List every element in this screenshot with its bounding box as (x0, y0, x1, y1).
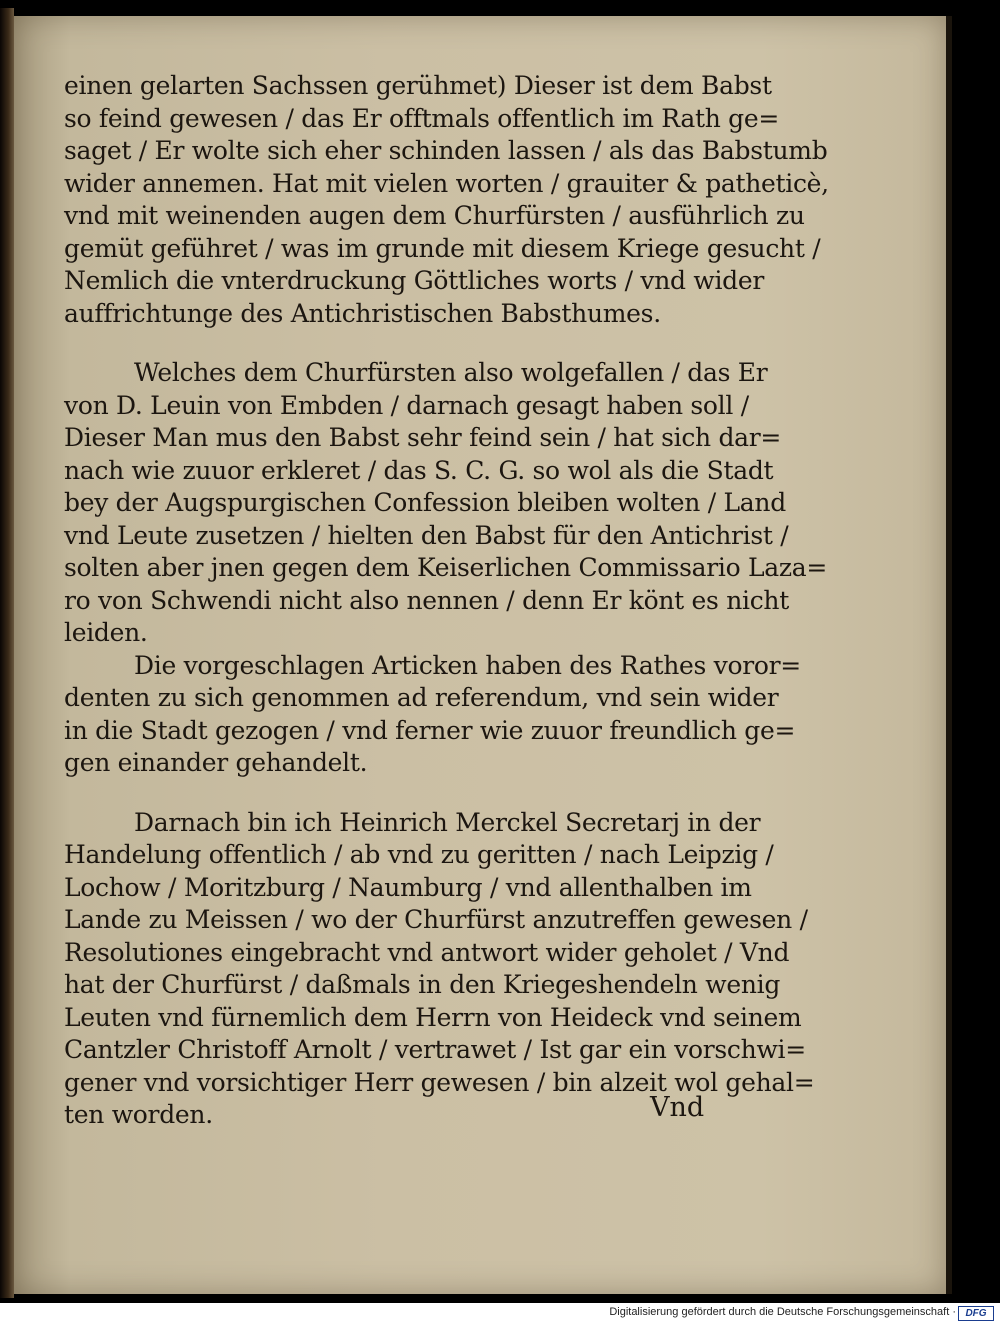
text-line: Nemlich die vnterdruckung Göttliches worts / vnd wider (64, 266, 765, 295)
text-line: saget / Er wolte sich eher schinden lassen / als das Babstumb (64, 136, 828, 165)
footer-bar (0, 1303, 1000, 1323)
text-line: in die Stadt gezogen / vnd ferner wie zuuor freundlich ge= (64, 715, 796, 745)
text-line: Lande zu Meissen / wo der Churfürst anzutreffen gewesen / (64, 905, 808, 934)
text-line: nach wie zuuor erkleret / das S. C. G. so wol als die Stadt (64, 455, 774, 485)
text-line: auffrichtunge des Antichristischen Babsthumes. (64, 298, 661, 328)
paragraph (64, 70, 829, 330)
text-line: gemüt geführet / was im grunde mit diesem Kriege gesucht / (64, 233, 821, 263)
text-line: vnd Leute zusetzen / hielten den Babst für den Antichrist / (64, 520, 789, 550)
page-body-text (64, 70, 829, 1132)
paragraph (64, 807, 815, 1132)
text-line: einen gelarten Sachssen gerühmet) Dieser ist dem Babst (64, 71, 772, 100)
text-line: hat der Churfürst / daßmals in den Kriegeshendeln wenig (64, 970, 781, 999)
text-line: bey der Augspurgischen Confession bleiben wolten / Land (64, 488, 786, 517)
text-line: von D. Leuin von Embden / darnach gesagt haben soll / (64, 390, 749, 420)
text-line: Lochow / Moritzburg / Naumburg / vnd allenthalben im (64, 872, 752, 902)
text-line: Darnach bin ich Heinrich Merckel Secretarj in der (134, 807, 761, 837)
text-line: Resolutiones eingebracht vnd antwort wider geholet / Vnd (64, 937, 790, 967)
text-line: ten worden. (64, 1100, 213, 1129)
page-binding-edge (0, 8, 14, 1298)
text-line: gener vnd vorsichtiger Herr gewesen / bin alzeit wol gehal= (64, 1067, 815, 1097)
text-line: ro von Schwendi nicht also nennen / denn Er könt es nicht (64, 585, 789, 615)
text-line: so feind gewesen / das Er offtmals offentlich im Rath ge= (64, 103, 780, 133)
catchword: Vnd (650, 1092, 705, 1123)
paragraph (64, 650, 801, 780)
text-line: Dieser Man mus den Babst sehr feind sein / hat sich dar= (64, 423, 782, 452)
text-line: Welches dem Churfürsten also wolgefallen / das Er (134, 358, 768, 387)
text-line: Cantzler Christoff Arnolt / vertrawet / Ist gar ein vorschwi= (64, 1035, 806, 1064)
text-line: Leuten vnd fürnemlich dem Herrn von Heideck vnd seinem (64, 1002, 802, 1032)
text-line: wider annemen. Hat mit vielen worten / grauiter & patheticè, (64, 168, 829, 198)
text-line: leiden. (64, 618, 148, 647)
text-line: denten zu sich genommen ad referendum, vnd sein wider (64, 683, 779, 712)
paragraph (64, 357, 827, 650)
text-line: solten aber jnen gegen dem Keiserlichen Commissario Laza= (64, 553, 827, 582)
page-right-edge (946, 16, 952, 1294)
text-line: Handelung offentlich / ab vnd zu geritten / nach Leipzig / (64, 840, 774, 869)
text-line: vnd mit weinenden augen dem Churfürsten / ausführlich zu (64, 201, 805, 230)
text-line: Die vorgeschlagen Articken haben des Rathes voror= (134, 650, 801, 680)
text-line: gen einander gehandelt. (64, 748, 368, 777)
dfg-logo: DFG (958, 1306, 994, 1321)
funding-notice: Digitalisierung gefördert durch die Deutsche Forschungsgemeinschaft · (609, 1306, 956, 1318)
